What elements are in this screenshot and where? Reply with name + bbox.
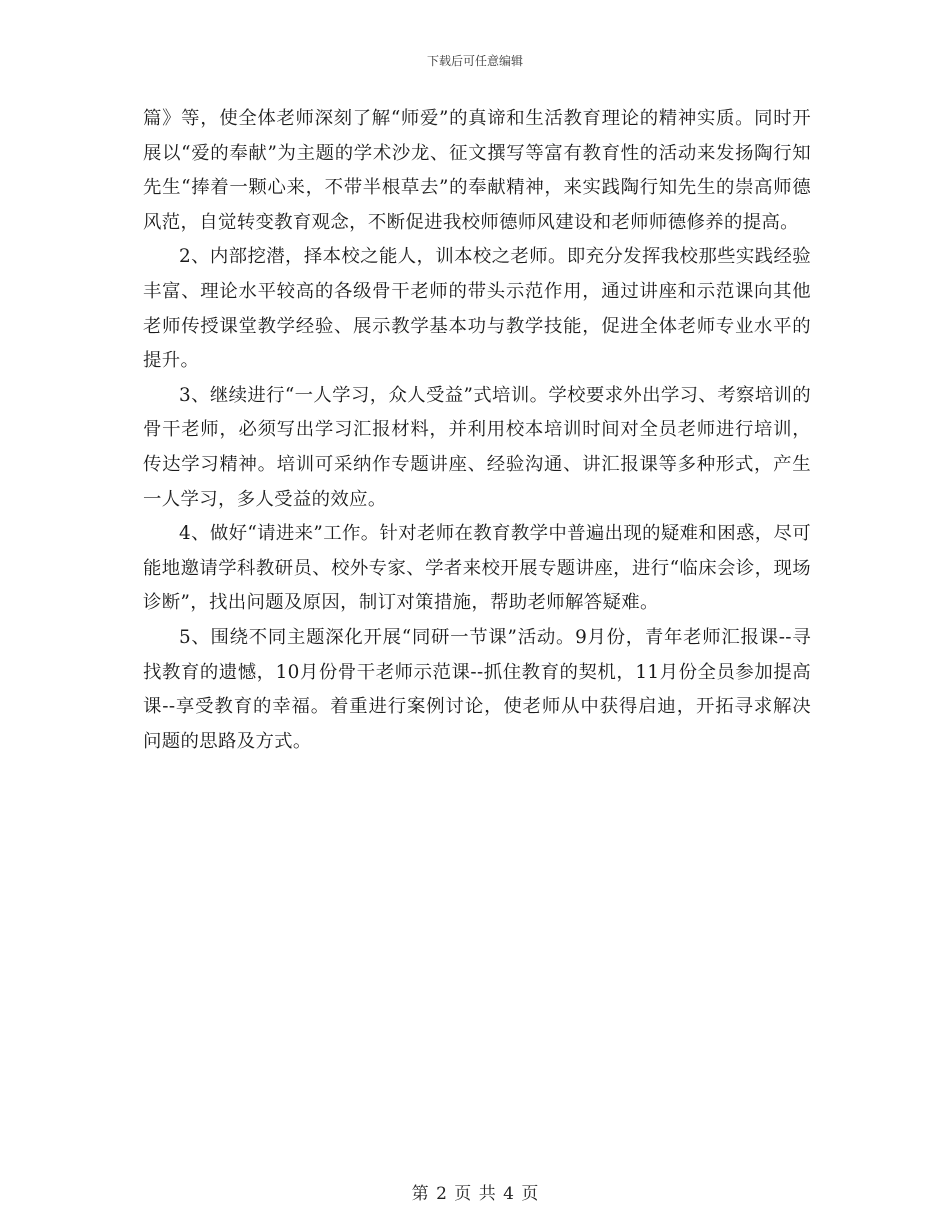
paragraph-continued: 篇》等，使全体老师深刻了解“师爱”的真谛和生活教育理论的精神实质。同时开展以“爱的奉献”为主题的学术沙龙、征文撰写等富有教育性的活动来发扬陶行知先生“捧着一颗心来，不带半根草去”的奉献精神，来实践陶行知先生的崇高师德风范，自觉转变教育观念，不断促进我校师德师风建设和老师师德修养的提高。 xyxy=(143,108,811,233)
paragraph-item-4: 4、做好“请进来”工作。针对老师在教育教学中普遍出现的疑难和困惑，尽可能地邀请学科教研员、校外专家、学者来校开展专题讲座，进行“临床会诊，现场诊断”，找出问题及原因，制订对策措施，帮助老师解答疑难。 xyxy=(143,523,811,614)
paragraph-item-2: 2、内部挖潜，择本校之能人，训本校之老师。即充分发挥我校那些实践经验丰富、理论水平较高的各级骨干老师的带头示范作用，通过讲座和示范课向其他老师传授课堂教学经验、展示教学基本功与教学技能，促进全体老师专业水平的提升。 xyxy=(143,246,811,372)
page-header: 下载后可任意编辑 xyxy=(426,54,523,68)
paragraph-item-3: 3、继续进行“一人学习，众人受益”式培训。学校要求外出学习、考察培训的骨干老师，必须写出学习汇报材料，并利用校本培训时间对全员老师进行培训，传达学习精神。培训可采纳作专题讲座、经验沟通、讲汇报课等多种形式，产生一人学习，多人受益的效应。 xyxy=(143,384,811,510)
page-number-footer: 第 2 页 共 4 页 xyxy=(411,1184,539,1204)
paragraph-item-5: 5、围绕不同主题深化开展“同研一节课”活动。9月份，青年老师汇报课--寻找教育的遗憾，10月份骨干老师示范课--抓住教育的契机，11月份全员参加提高课--享受教育的幸福。着重进行案例讨论，使老师从中获得启迪，开拓寻求解决问题的思路及方式。 xyxy=(143,626,811,752)
document-body xyxy=(143,102,811,759)
